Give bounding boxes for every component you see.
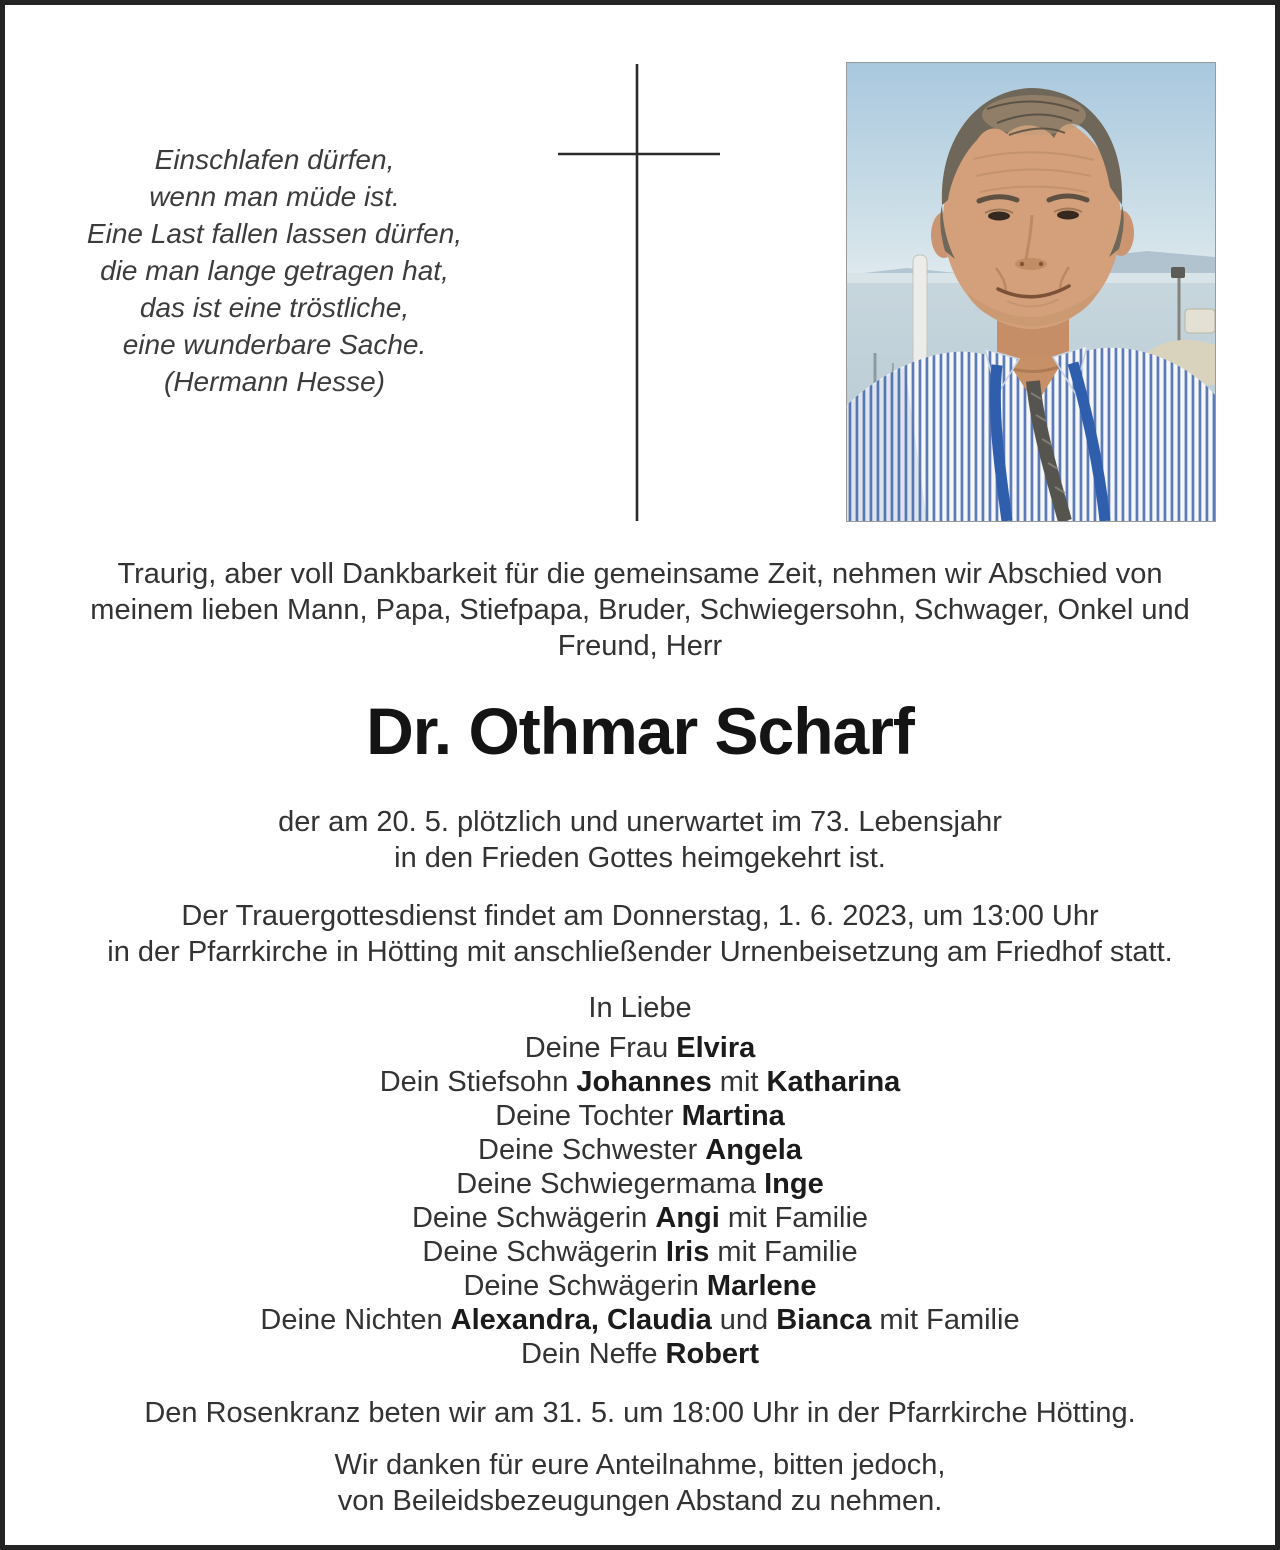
family-list-item: Deine Schwägerin Iris mit Familie	[422, 1236, 858, 1268]
quote-attribution: (Hermann Hesse)	[164, 366, 385, 397]
quote-block	[42, 141, 507, 400]
condolence-note-text: Wir danken für eure Anteilnahme, bitten jedoch, von Beileidsbezeugungen Abstand zu nehmen.	[334, 1449, 946, 1517]
family-list-item: Deine Nichten Alexandra, Claudia und Bianca mit Familie	[260, 1304, 1020, 1336]
family-list-item: Deine Tochter Martina	[495, 1100, 785, 1132]
family-list-item: Deine Schwester Angela	[478, 1134, 802, 1166]
family-list	[5, 1031, 1275, 1371]
cross-icon	[555, 60, 725, 525]
portrait-photo	[846, 62, 1216, 522]
family-list-item: Deine Schwägerin Angi mit Familie	[411, 1202, 869, 1234]
rosary-info-text: Den Rosenkranz beten wir am 31. 5. um 18:00 Uhr in der Pfarrkirche Hötting.	[144, 1397, 1136, 1429]
announcement-body	[5, 556, 1275, 1519]
intro-text: Traurig, aber voll Dankbarkeit für die gemeinsame Zeit, nehmen wir Abschied von meinem lieben Mann, Papa, Stiefpapa, Bruder, Schwiegersohn, Schwager, Onkel und Freund, Herr	[90, 558, 1190, 662]
death-notice-text: der am 20. 5. plötzlich und unerwartet im 73. Lebensjahr in den Frieden Gottes heimgekehrt ist.	[278, 806, 1002, 874]
family-list-item: Deine Frau Elvira	[524, 1032, 756, 1064]
service-info-text: Der Trauergottesdienst findet am Donnerstag, 1. 6. 2023, um 13:00 Uhr in der Pfarrkirche in Hötting mit anschließender Urnenbeisetzung am Friedhof statt.	[107, 900, 1173, 968]
family-list-item: Deine Schwiegermama Inge	[456, 1168, 824, 1200]
closing-salutation: In Liebe	[588, 992, 692, 1024]
quote-text: Einschlafen dürfen, wenn man müde ist. Eine Last fallen lassen dürfen, die man lange getragen hat, das ist eine tröstliche, eine wunderbare Sache.	[86, 144, 463, 360]
family-list-item: Deine Schwägerin Marlene	[463, 1270, 817, 1302]
deceased-name: Dr. Othmar Scharf	[366, 694, 914, 768]
family-list-item: Dein Stiefsohn Johannes mit Katharina	[379, 1066, 901, 1098]
family-list-item: Dein Neffe Robert	[521, 1338, 759, 1370]
